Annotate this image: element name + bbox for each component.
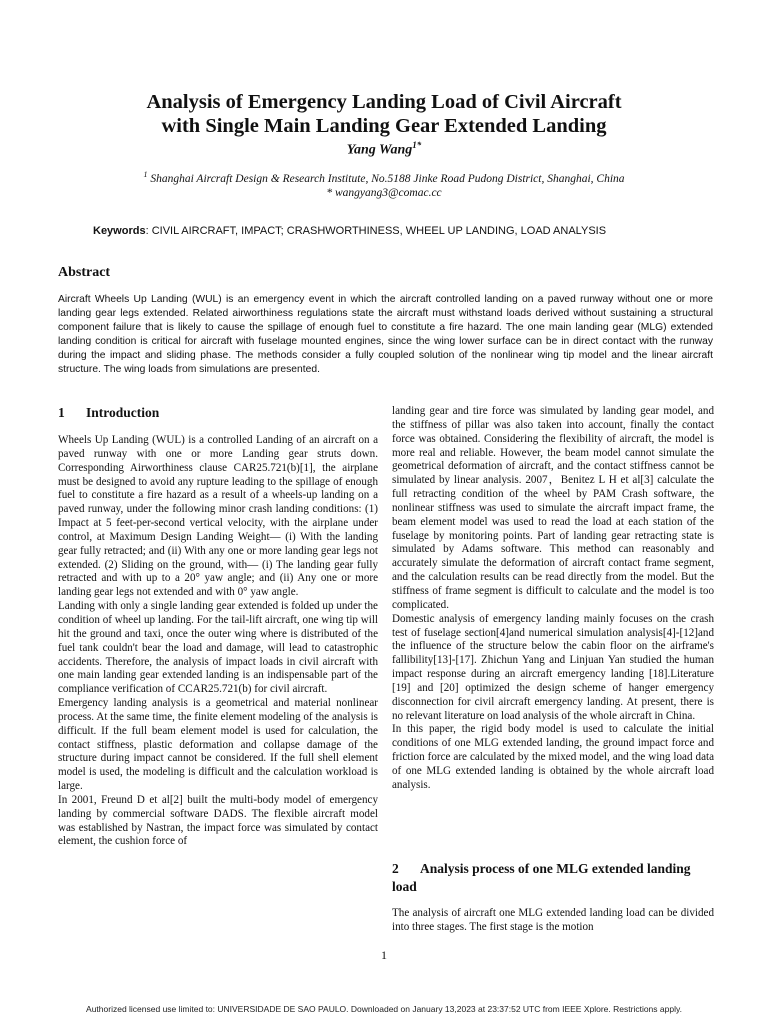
abstract-text: Aircraft Wheels Up Landing (WUL) is an emergency event in which the aircraft controlled landing on a paved runway without one or more landing gear legs extended. Related airworthiness regulations state the aircraft must withstand loads derived without sustaining a structural component failure that is likely to cause the spillage of enough fuel to constitute a fire hazard. The one main landing gear (MLG) extended landing condition is critical for aircraft with fuselage mounted engines, since the wing lower surface can be in direct contact with the runway during the impact and sliding phase. The methods consider a fully coupled solution of the nonlinear wing tip model and the linear aircraft structure. The wing loads from simulations are presented.: [58, 294, 713, 375]
author-superscript: 1*: [412, 140, 422, 150]
keywords-block: [93, 225, 675, 238]
paper-title: [60, 90, 708, 138]
section-2-heading: [392, 860, 714, 896]
paragraph: Landing with only a single landing gear extended is folded up under the condition of wheel up landing. For the tail-lift aircraft, one wing tip will hit the ground and taxi, once the outer wing where is distributed of the fuel tank couldn't bear the load and damage, will lead to catastrophic accidents. Therefore, the analysis of impact loads in civil aircraft with one main landing gear extended landing is an indispensable part of the compliance verification of CCAR25.721(b) for civil aircraft.: [58, 600, 378, 696]
section-1-title: Introduction: [86, 405, 160, 420]
section-2-title: Analysis process of one MLG extended landing load: [392, 861, 691, 894]
affiliation-text: Shanghai Aircraft Design & Research Institute, No.5188 Jinke Road Pudong District, Shanghai, China: [147, 172, 625, 185]
section-1-heading: [58, 404, 159, 422]
right-column: [392, 405, 714, 793]
title-line-2: with Single Main Landing Gear Extended Landing: [161, 115, 607, 137]
keywords-label: Keywords: [93, 225, 146, 237]
paragraph: Wheels Up Landing (WUL) is a controlled Landing of an aircraft on a paved runway with one or more Landing gear struts down. Corresponding Airworthiness clause CAR25.721(b)[1], the airplane must be designed to avoid any rupture leading to the spillage of enough fuel to constitute a fire hazard as a result of a wheels-up landing on a paved runway, under the following minor crash landing conditions: (1) Impact at 5 feet-per-second vertical velocity, with the airplane under control, at Maximum Design Landing Weight— (i) With the landing gear fully retracted; and (ii) With any one or more landing gear legs not extended. (2) Sliding on the ground, with— (i) The landing gear fully retracted and with up to a 20° yaw angle; and (ii) Any one or more landing gear legs not extended and with 0° yaw angle.: [58, 434, 378, 599]
affiliation-block: [60, 168, 708, 200]
author-line: [60, 137, 708, 159]
abstract-heading: Abstract: [58, 265, 111, 280]
paragraph: Domestic analysis of emergency landing mainly focuses on the crash test of fuselage section[4]and numerical simulation analysis[4]-[12]and the influence of the structure below the cabin floor on the airframe's fallibility[13]-[17]. Zhichun Yang and Linjuan Yan studied the human impact response during an aircraft emergency landing [18].Literature [19] and [20] optimized the design scheme of hanger emergency disconnection for civil aircraft emergency landing. At present, there is no relevant literature on load analysis of the whole aircraft in China.: [392, 612, 714, 722]
right-column-continued: [392, 907, 714, 935]
paragraph: The analysis of aircraft one MLG extended landing load can be divided into three stages. The first stage is the motion: [392, 907, 714, 933]
paragraph: Emergency landing analysis is a geometrical and material nonlinear process. At the same time, the finite element modeling of the analysis is difficult. If the full beam element model is used for calculation, the contact stiffness, plastic deformation and collapse damage of the structure during impact cannot be considered. If the full shell element model is used, the modeling is difficult and the calculation workload is large.: [58, 697, 378, 793]
license-footer: Authorized licensed use limited to: UNIVERSIDADE DE SAO PAULO. Downloaded on January 13,2023 at 23:37:52 UTC from IEEE Xplore. Restrictions apply.: [86, 1004, 682, 1014]
author-name: Yang Wang: [346, 142, 413, 158]
section-1-number: 1: [58, 405, 65, 420]
author-email: * wangyang3@comac.cc: [326, 186, 442, 199]
affiliation-superscript: 1: [143, 170, 148, 179]
left-column: [58, 434, 378, 849]
keywords-text: : CIVIL AIRCRAFT, IMPACT; CRASHWORTHINESS, WHEEL UP LANDING, LOAD ANALYSIS: [145, 225, 607, 237]
title-line-1: Analysis of Emergency Landing Load of Civil Aircraft: [146, 91, 622, 113]
section-2-number: 2: [392, 861, 399, 876]
paragraph: landing gear and tire force was simulated by landing gear model, and the stiffness of pillar was also taken into account, finally the contact force was obtained. Considering the flexibility of aircraft, the model is more real and reliable. However, the beam model cannot simulate the geometrical deformation of aircraft, and the contact stiffness cannot be simulated by linear analysis. 2007，Benitez L H et al[3] calculate the full retracting condition of the wheel by PAM Crash software, the nonlinear stiffness was used to simulate the aircraft impact frame, the beam element model was used to read the load at each station of the fuselage by monitoring points. Part of landing gear retracting state is simulated by Adams software. This method can reasonably and accurately simulate the deformation of aircraft contact frame segment, and the calculation results can be read directly from the model. But the stiffness of frame segment is difficult to calculate and the model is too complicated.: [392, 405, 714, 611]
paragraph: In 2001, Freund D et al[2] built the multi-body model of emergency landing by commercial software DADS. The flexible aircraft model was established by Nastran, the impact force was simulated by contact element, the cushion force of: [58, 793, 378, 848]
affiliation-line: [60, 168, 708, 186]
page-number: 1: [381, 948, 387, 962]
paragraph: In this paper, the rigid body model is used to calculate the initial conditions of one MLG extended landing, the ground impact force and friction force are calculated by the mixed model, and the wing load data of one MLG extended landing is obtained by the whole aircraft load analysis.: [392, 723, 714, 791]
